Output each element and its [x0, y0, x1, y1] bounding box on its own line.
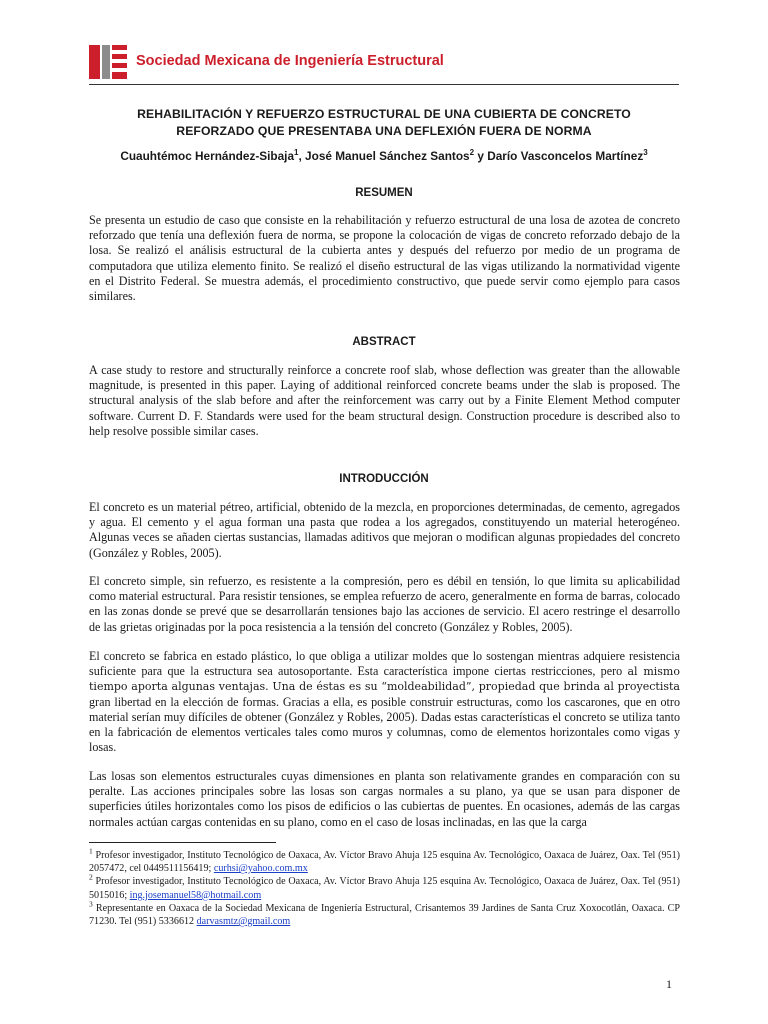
resumen-heading: RESUMEN — [355, 187, 413, 199]
footnote-mark: 2 — [89, 873, 93, 883]
author-footnote-mark: 3 — [643, 148, 648, 158]
introduccion-heading: INTRODUCCIÓN — [339, 473, 429, 485]
footnote-text: Representante en Oaxaca de la Sociedad Mexicana de Ingeniería Estructural, Crisantemos 39 Jardines de Santa Cruz Xoxocotlán, Oaxaca. CP 71230. Tel (951) 5336612 — [89, 902, 680, 928]
abstract-text: A case study to restore and structurally reinforce a concrete roof slab, whose deflection was greater than the allowable magnitude, is presented in this paper. Laying of additional reinforced concrete beams under the slab is proposed. The structural analysis of the slab before and after the reinforcement was carry out by a Finite Element Method computer software. Current D. F. Standards were used for the beam structural design. Construction procedure is described also to help resolve possible similar cases. — [89, 363, 680, 438]
email-link[interactable]: darvasmtz@gmail.com — [196, 916, 291, 928]
author-separator: y — [474, 149, 488, 163]
intro-paragraph-3-part-2: al mismo tiempo aporta algunas ventajas. Una de éstas es su “moldeabilidad”, propiedad que brinda al proyectista — [89, 665, 680, 694]
abstract-heading: ABSTRACT — [352, 336, 416, 348]
footnote-mark: 1 — [89, 846, 93, 856]
footnote — [89, 875, 680, 901]
author-list — [89, 149, 679, 163]
intro-paragraph-3-part-3: gran libertad en la elección de formas. Gracias a ella, es posible construir estructuras, como los cascarones, que en otro material serían muy difíciles de obtener (González y Robles, 2005). Dadas estas características el concreto se utiliza tanto en la fabricación de elementos verticales tales como muros y columnas, como de elementos horizontales como vigas y losas. — [89, 694, 680, 755]
logo-gray-bar — [102, 45, 110, 79]
author-name: José Manuel Sánchez Santos — [305, 149, 470, 163]
logo-stripe — [112, 63, 127, 68]
footnote-text: Profesor investigador, Instituto Tecnológico de Oaxaca, Av. Víctor Bravo Ahuja 125 esquina Av. Tecnológico, Oaxaca de Juárez, Oax. Tel (951) 5015016; — [89, 876, 680, 901]
intro-paragraph-2: El concreto simple, sin refuerzo, es resistente a la compresión, pero es débil en tensión, lo que limita su aplicabilidad como material estructural. Para resistir tensiones, se emplea refuerzo de acero, generalmente en forma de barras, colocado en las zonas donde se prevé que se desarrollarán tensiones bajo las acciones de servicio. El acero restringe el desarrollo de las grietas originadas por la poca resistencia a la tensión del concreto (González y Robles, 2005). — [89, 574, 680, 634]
author-name: Cuauhtémoc Hernández-Sibaja — [120, 149, 295, 163]
page-number: 1 — [666, 977, 672, 991]
email-link[interactable]: curhsi@yahoo.com.mx — [213, 863, 308, 875]
author-name: Darío Vasconcelos Martínez — [487, 149, 644, 163]
resumen-text: Se presenta un estudio de caso que consiste en la rehabilitación y refuerzo estructural de una losa de azotea de concreto reforzado que tenía una deflexión fuera de norma, se propone la colocación de vigas de concreto reforzado debajo de la losa. Se realizó el análisis estructural de la cubierta antes y después del refuerzo por medio de un programa de computadora que utiliza elemento finito. Se realizó el diseño estructural de las vigas utilizando la normatividad vigente en el Distrito Federal. Se muestra además, el procedimiento constructivo, que puede servir como ejemplo para casos similares. — [89, 213, 680, 304]
footnote-divider — [89, 842, 276, 843]
paper-title-line-2: REFORZADO QUE PRESENTABA UNA DEFLEXIÓN FUERA DE NORMA — [176, 124, 592, 138]
intro-paragraph-3 — [89, 649, 680, 755]
footnote — [89, 899, 680, 928]
logo-stripe — [112, 54, 127, 59]
paper-title-line-1: REHABILITACIÓN Y REFUERZO ESTRUCTURAL DE UNA CUBIERTA DE CONCRETO — [137, 107, 631, 121]
footnotes — [89, 846, 680, 928]
logo-stripe — [112, 72, 127, 79]
intro-paragraph-3-part-1: El concreto se fabrica en estado plástico, lo que obliga a utilizar moldes que lo sostengan mientras adquiere resistencia suficiente para que la estructura sea autosoportante. Esta característica impone ciertas restricciones, pero — [89, 649, 680, 679]
footnote-mark: 3 — [89, 899, 93, 909]
intro-paragraph-1: El concreto es un material pétreo, artificial, obtenido de la mezcla, en proporciones determinadas, de cemento, agregados y agua. El cemento y el agua forman una pasta que rodea a los agregados, constituyendo un material heterogéneo. Algunas veces se añaden ciertas sustancias, llamadas aditivos que mejoran o modifican algunas propiedades del concreto (González y Robles, 2005). — [89, 500, 680, 560]
header-divider — [89, 84, 679, 85]
author-footnote-mark: 1 — [294, 148, 299, 158]
email-link[interactable]: ing.josemanuel58@hotmail.com — [129, 889, 262, 901]
footnote — [89, 846, 680, 875]
author-footnote-mark: 2 — [469, 148, 475, 158]
footnote-text: Profesor investigador, Instituto Tecnológico de Oaxaca, Av. Víctor Bravo Ahuja 125 esquina Av. Tecnológico, Oaxaca de Juárez, Oax. Tel (951) 2057472, cel 0449511156419; — [89, 850, 680, 875]
author-separator: , — [298, 149, 306, 163]
organization-name: Sociedad Mexicana de Ingeniería Estructural — [136, 53, 444, 69]
smie-logo — [89, 45, 127, 79]
logo-stripe — [112, 45, 127, 50]
intro-paragraph-4: Las losas son elementos estructurales cuyas dimensiones en planta son relativamente grandes en comparación con su peralte. Las acciones principales sobre las losas son cargas normales a su plano, ya que se usan para disponer de superficies útiles horizontales como los pisos de edificios o las cubiertas de puentes. En ocasiones, además de las cargas normales actúan cargas contenidas en su plano, como en el caso de losas inclinadas, en las que la carga — [89, 769, 680, 829]
logo-red-bar — [89, 45, 100, 79]
